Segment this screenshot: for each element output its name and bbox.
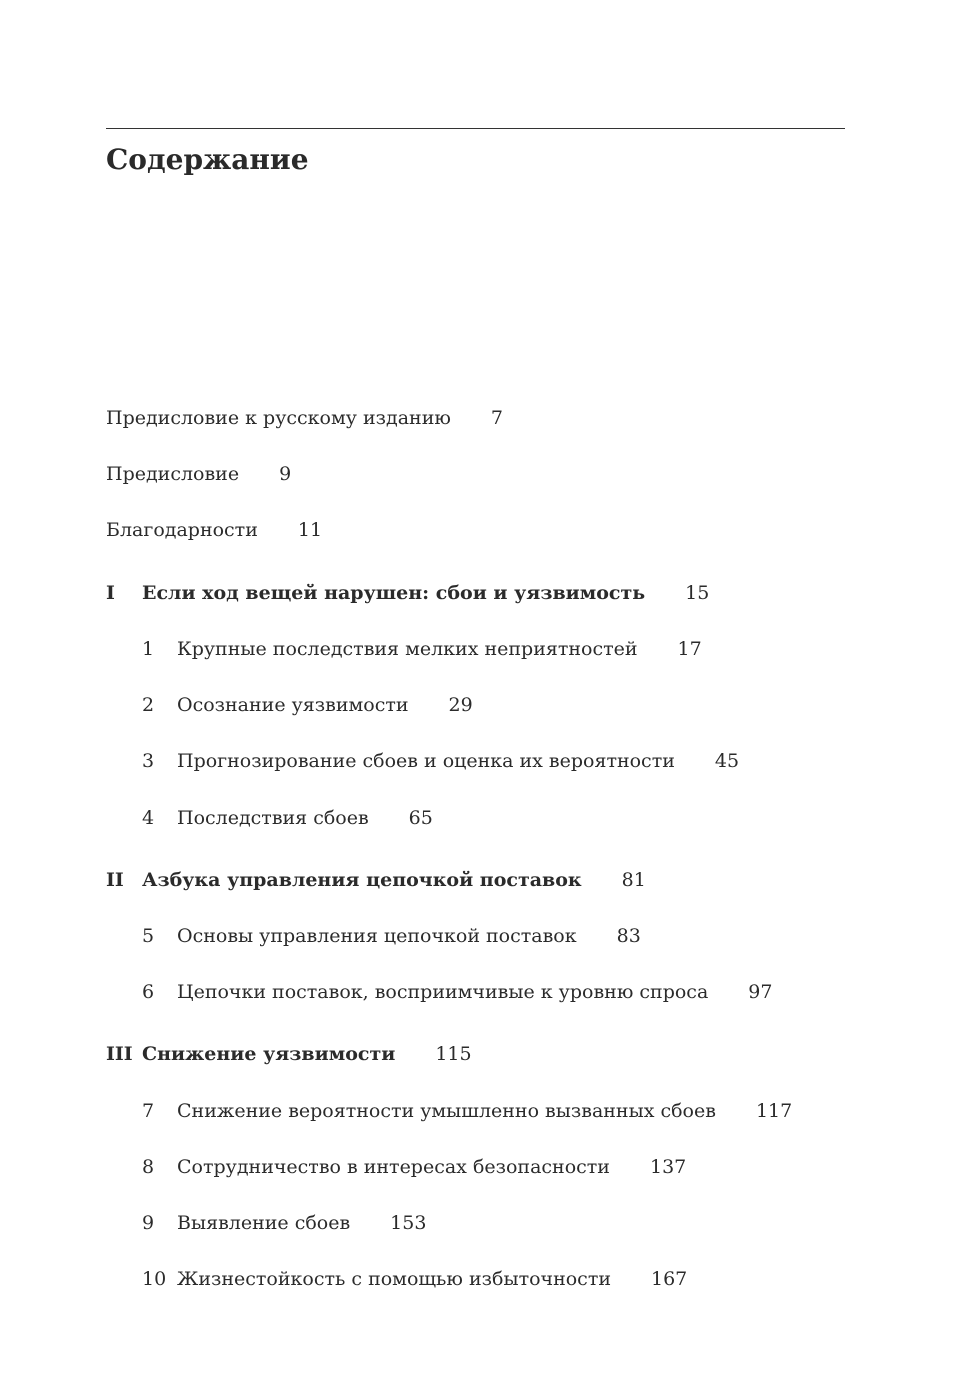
toc-chapter-title: Основы управления цепочкой поставок [177,925,577,947]
toc-part-page: 15 [685,582,710,604]
toc-chapter-title: Выявление сбоев [177,1212,351,1234]
top-rule [106,128,845,129]
toc-chapter-title: Прогнозирование сбоев и оценка их вероятности [177,750,675,772]
toc-chapter-title-wrap [177,979,772,1005]
toc-part-title-wrap [142,867,646,893]
toc-entry-page: 7 [490,407,503,429]
toc-chapter-title-wrap [177,692,473,718]
toc-chapter-page: 137 [649,1156,687,1178]
toc-chapter-page: 167 [651,1268,688,1290]
toc-chapter-page: 29 [448,694,473,716]
toc-part-title: Если ход вещей нарушен: сбои и уязвимость [142,582,646,604]
toc-chapter-page: 83 [616,925,641,947]
toc-chapter-title: Сотрудничество в интересах безопасности [177,1156,610,1178]
toc-chapter-number: 3 [142,750,155,772]
toc-part-title-wrap [142,1041,472,1067]
toc-chapter-title-wrap [177,1154,686,1180]
toc-part-title-wrap [142,580,709,606]
toc-entry-title: Предисловие к русскому изданию [106,407,451,429]
toc-part-title: Снижение уязвимости [142,1043,396,1065]
toc-chapter-number: 5 [142,925,155,947]
toc-entry-foreword-russian[interactable] [106,405,503,431]
toc-chapter-page: 45 [714,750,740,772]
toc-chapter-title-wrap [177,748,739,774]
toc-chapter-title-wrap [177,1266,687,1292]
toc-entry-title: Предисловие [106,463,240,485]
toc-chapter-title: Последствия сбоев [177,807,369,829]
toc-entry-acknowledgements[interactable] [106,517,322,543]
toc-chapter-title: Снижение вероятности умышленно вызванных сбоев [177,1100,716,1122]
toc-part-number: II [106,869,124,891]
toc-entry-title: Благодарности [106,519,258,541]
toc-part-number: III [106,1043,133,1065]
toc-chapter-page: 65 [408,807,433,829]
toc-part-page: 81 [621,869,646,891]
toc-chapter-page: 117 [755,1100,793,1122]
toc-chapter-number: 10 [142,1268,167,1290]
toc-chapter-number: 4 [142,807,155,829]
toc-entry-page: 11 [297,519,323,541]
toc-chapter-page: 17 [677,638,702,660]
toc-chapter-number: 6 [142,981,155,1003]
toc-part-number: I [106,582,115,604]
toc-chapter-number: 8 [142,1156,155,1178]
toc-chapter-title: Крупные последствия мелких неприятностей [177,638,638,660]
toc-chapter-page: 153 [390,1212,427,1234]
toc-chapter-title: Осознание уязвимости [177,694,409,716]
toc-chapter-title: Цепочки поставок, восприимчивые к уровню спроса [177,981,709,1003]
page-title: Содержание [106,143,309,176]
toc-chapter-title-wrap [177,1098,792,1124]
toc-chapter-page: 97 [748,981,773,1003]
toc-chapter-number: 1 [142,638,155,660]
toc-chapter-title: Жизнестойкость с помощью избыточности [177,1268,611,1290]
toc-part-title: Азбука управления цепочкой поставок [142,869,582,891]
toc-chapter-title-wrap [177,636,702,662]
toc-chapter-number: 7 [142,1100,155,1122]
toc-chapter-title-wrap [177,1210,426,1236]
toc-chapter-number: 2 [142,694,155,716]
toc-part-page: 115 [435,1043,472,1065]
toc-chapter-title-wrap [177,923,641,949]
toc-chapter-number: 9 [142,1212,155,1234]
toc-entry-page: 9 [279,463,292,485]
toc-chapter-title-wrap [177,805,433,831]
toc-entry-foreword[interactable] [106,461,291,487]
